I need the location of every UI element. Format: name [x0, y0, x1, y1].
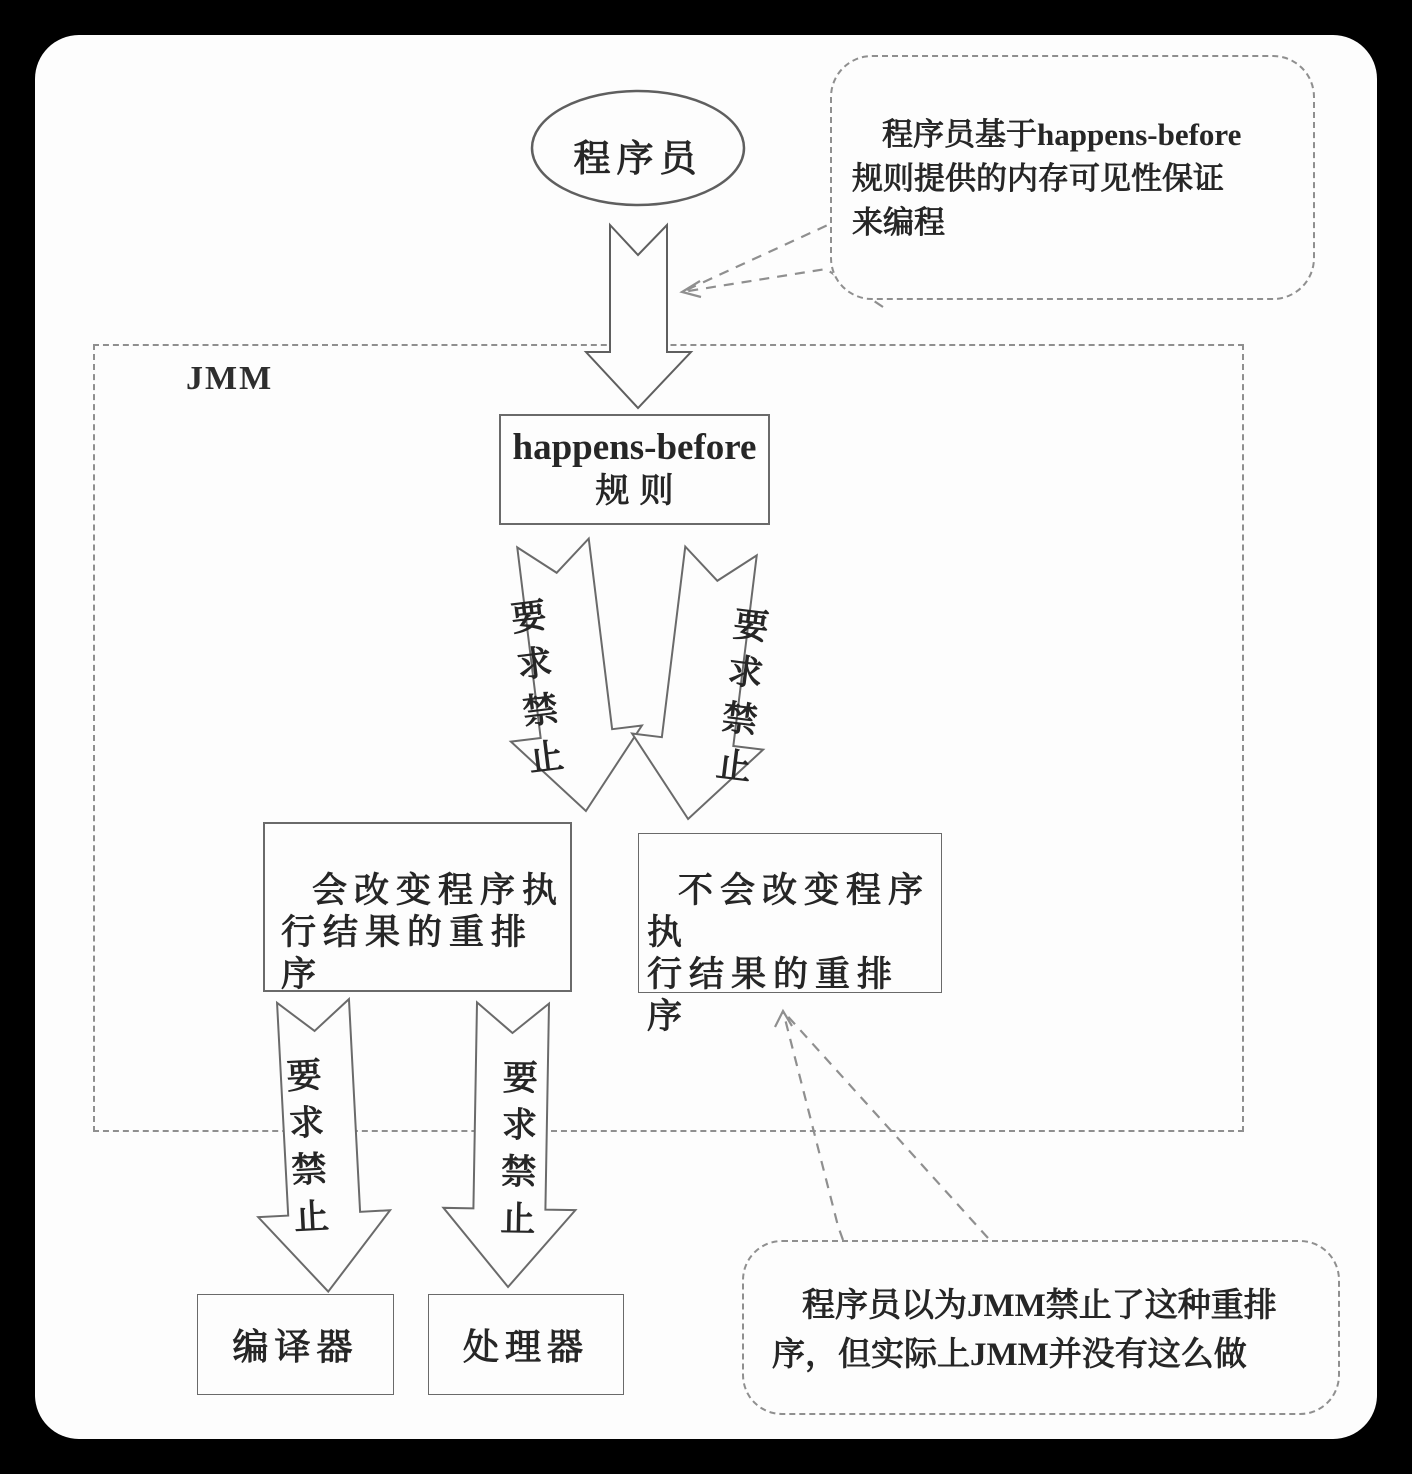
reorder-change-line2: 行结果的重排序 — [281, 913, 534, 994]
hb-rules-box — [499, 414, 770, 525]
reorder-change-line1: 会改变程序执 — [312, 871, 565, 910]
top-callout-line1: 程序员基于happens-before — [882, 117, 1242, 152]
top-callout-line3: 来编程 — [852, 205, 945, 240]
top-callout-line2: 规则提供的内存可见性保证 — [852, 161, 1224, 196]
reorder-nochange-box — [638, 833, 942, 1036]
processor-box — [428, 1294, 624, 1395]
forbid-label-processor: 要求禁止 — [495, 1058, 538, 1248]
bottom-callout-line2: 序，但实际上JMM并没有这么做 — [772, 1337, 1247, 1373]
forbid-label-compiler: 要求禁止 — [281, 1056, 330, 1246]
bottom-callout-leader — [783, 1011, 988, 1240]
reorder-nochange-line2: 行结果的重排序 — [647, 955, 900, 1036]
compiler-label: 编译器 — [232, 1327, 359, 1367]
top-callout-bubble — [830, 55, 1315, 300]
hb-rules-line2: 规则 — [595, 472, 684, 510]
hb-rules-line1: happens-before — [512, 426, 757, 468]
bottom-callout-line1: 程序员以为JMM禁止了这种重排 — [802, 1288, 1277, 1324]
reorder-nochange-line1: 不会改变程序执 — [647, 871, 931, 952]
compiler-box — [197, 1294, 394, 1395]
arrow-programmer-to-hb-rules — [586, 225, 691, 408]
programmer-label: 程序员 — [573, 139, 703, 180]
jmm-label: JMM — [186, 360, 274, 397]
forbid-label-hb-change: 要求禁止 — [504, 596, 567, 788]
processor-label: 处理器 — [462, 1327, 589, 1367]
reorder-change-box — [263, 822, 572, 992]
bottom-callout-bubble — [742, 1240, 1340, 1415]
top-callout-arrowhead-icon — [682, 281, 701, 297]
forbid-label-hb-nochange: 要求禁止 — [708, 604, 771, 796]
